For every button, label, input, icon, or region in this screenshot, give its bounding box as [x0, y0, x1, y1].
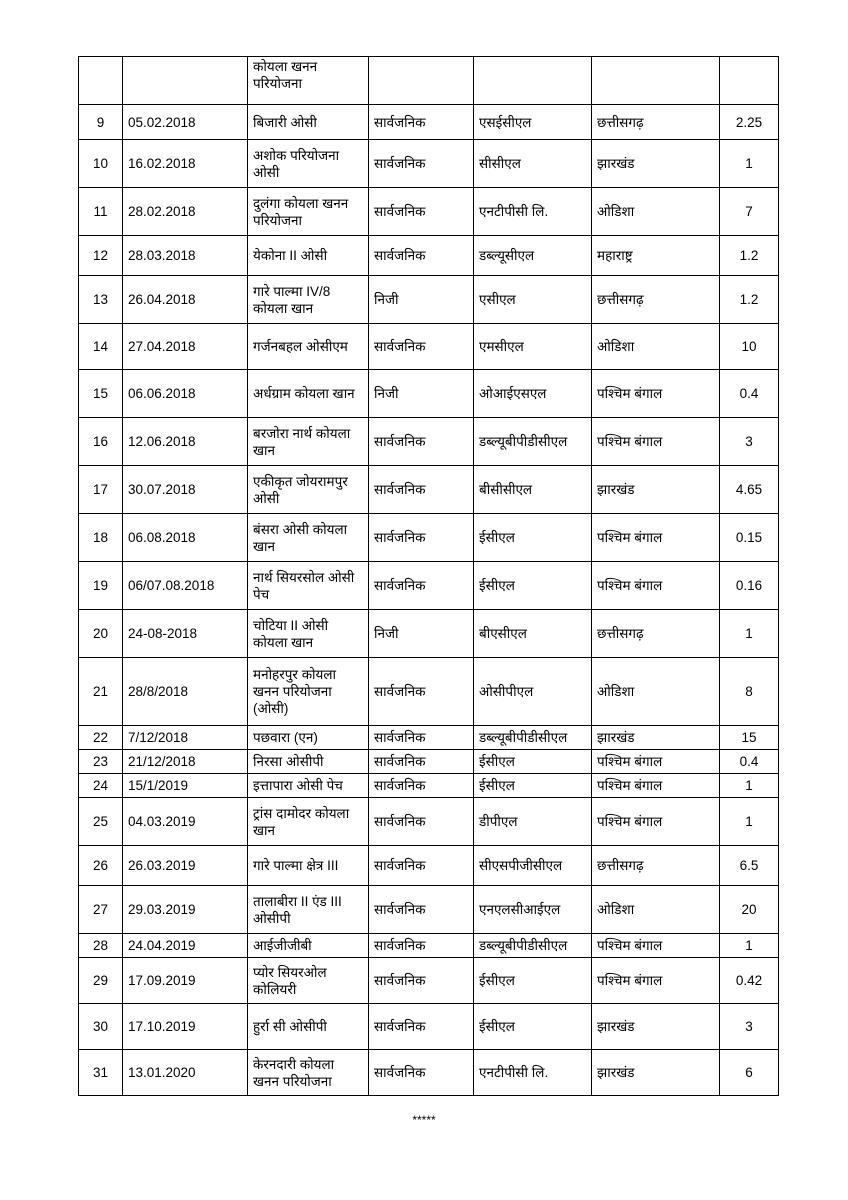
- capacity-cell: 1: [720, 140, 779, 188]
- table-row: [79, 610, 779, 658]
- company-cell: ईसीएल: [474, 774, 592, 798]
- state-cell: पश्चिम बंगाल: [592, 370, 720, 418]
- date-cell: 17.10.2019: [123, 1004, 248, 1050]
- project-name-cell: तालाबीरा II एंड III ओसीपी: [248, 886, 369, 934]
- project-name-cell: बंसरा ओसी कोयला खान: [248, 514, 369, 562]
- date-cell: 15/1/2019: [123, 774, 248, 798]
- company-cell: ईसीएल: [474, 562, 592, 610]
- table-row: [79, 798, 779, 846]
- state-cell: झारखंड: [592, 1050, 720, 1096]
- sector-cell: सार्वजनिक: [369, 324, 474, 370]
- serial-no-cell: 13: [79, 276, 123, 324]
- project-name-cell: एकीकृत जोयरामपुर ओसी: [248, 466, 369, 514]
- project-name-cell: पछवारा (एन): [248, 726, 369, 750]
- state-cell: छत्तीसगढ़: [592, 610, 720, 658]
- sector-cell: सार्वजनिक: [369, 105, 474, 140]
- table-row: [79, 886, 779, 934]
- date-cell: 12.06.2018: [123, 418, 248, 466]
- sector-cell: [369, 57, 474, 105]
- capacity-cell: 3: [720, 1004, 779, 1050]
- company-cell: एनटीपीसी लि.: [474, 188, 592, 236]
- date-cell: 28.03.2018: [123, 236, 248, 276]
- company-cell: [474, 57, 592, 105]
- project-name-cell: इत्तापारा ओसी पेच: [248, 774, 369, 798]
- company-cell: सीएसपीजीसीएल: [474, 846, 592, 886]
- date-cell: 16.02.2018: [123, 140, 248, 188]
- sector-cell: सार्वजनिक: [369, 726, 474, 750]
- serial-no-cell: 31: [79, 1050, 123, 1096]
- company-cell: एसईसीएल: [474, 105, 592, 140]
- sector-cell: निजी: [369, 276, 474, 324]
- company-cell: एमसीएल: [474, 324, 592, 370]
- table-row: [79, 57, 779, 105]
- project-name-cell: गारे पाल्मा IV/8 कोयला खान: [248, 276, 369, 324]
- serial-no-cell: 29: [79, 958, 123, 1004]
- project-name-cell: गारे पाल्मा क्षेत्र III: [248, 846, 369, 886]
- capacity-cell: 0.4: [720, 370, 779, 418]
- state-cell: ओडिशा: [592, 658, 720, 726]
- serial-no-cell: 15: [79, 370, 123, 418]
- date-cell: 26.04.2018: [123, 276, 248, 324]
- date-cell: 29.03.2019: [123, 886, 248, 934]
- sector-cell: सार्वजनिक: [369, 658, 474, 726]
- date-cell: 24.04.2019: [123, 934, 248, 958]
- date-cell: 27.04.2018: [123, 324, 248, 370]
- table-row: [79, 514, 779, 562]
- company-cell: ईसीएल: [474, 1004, 592, 1050]
- serial-no-cell: 20: [79, 610, 123, 658]
- sector-cell: सार्वजनिक: [369, 418, 474, 466]
- company-cell: बीसीसीएल: [474, 466, 592, 514]
- project-name-cell: चोटिया II ओसी कोयला खान: [248, 610, 369, 658]
- state-cell: पश्चिम बंगाल: [592, 750, 720, 774]
- date-cell: 7/12/2018: [123, 726, 248, 750]
- serial-no-cell: 9: [79, 105, 123, 140]
- state-cell: झारखंड: [592, 1004, 720, 1050]
- capacity-cell: 0.42: [720, 958, 779, 1004]
- company-cell: डब्ल्यूबीपीडीसीएल: [474, 726, 592, 750]
- capacity-cell: 10: [720, 324, 779, 370]
- state-cell: पश्चिम बंगाल: [592, 798, 720, 846]
- state-cell: पश्चिम बंगाल: [592, 418, 720, 466]
- table-row: [79, 188, 779, 236]
- table-row: [79, 370, 779, 418]
- capacity-cell: 8: [720, 658, 779, 726]
- company-cell: सीसीएल: [474, 140, 592, 188]
- state-cell: पश्चिम बंगाल: [592, 774, 720, 798]
- table-body: [79, 57, 779, 1096]
- company-cell: ईसीएल: [474, 958, 592, 1004]
- coal-mines-table: [78, 56, 779, 1096]
- serial-no-cell: 27: [79, 886, 123, 934]
- company-cell: ओआईएसएल: [474, 370, 592, 418]
- serial-no-cell: 12: [79, 236, 123, 276]
- state-cell: महाराष्ट्र: [592, 236, 720, 276]
- state-cell: ओडिशा: [592, 188, 720, 236]
- company-cell: बीएसीएल: [474, 610, 592, 658]
- table-row: [79, 562, 779, 610]
- table-row: [79, 658, 779, 726]
- sector-cell: सार्वजनिक: [369, 1004, 474, 1050]
- date-cell: 26.03.2019: [123, 846, 248, 886]
- company-cell: ईसीएल: [474, 750, 592, 774]
- sector-cell: सार्वजनिक: [369, 958, 474, 1004]
- capacity-cell: 1: [720, 774, 779, 798]
- serial-no-cell: 23: [79, 750, 123, 774]
- end-marker: *****: [412, 1113, 436, 1127]
- date-cell: 04.03.2019: [123, 798, 248, 846]
- company-cell: ईसीएल: [474, 514, 592, 562]
- date-cell: [123, 57, 248, 105]
- table-row: [79, 726, 779, 750]
- state-cell: ओडिशा: [592, 886, 720, 934]
- table-row: [79, 846, 779, 886]
- project-name-cell: बिजारी ओसी: [248, 105, 369, 140]
- serial-no-cell: [79, 57, 123, 105]
- table-row: [79, 418, 779, 466]
- state-cell: छत्तीसगढ़: [592, 846, 720, 886]
- capacity-cell: [720, 57, 779, 105]
- capacity-cell: 3: [720, 418, 779, 466]
- serial-no-cell: 14: [79, 324, 123, 370]
- table-row: [79, 750, 779, 774]
- capacity-cell: 4.65: [720, 466, 779, 514]
- serial-no-cell: 16: [79, 418, 123, 466]
- project-name-cell: दुलंगा कोयला खनन परियोजना: [248, 188, 369, 236]
- sector-cell: सार्वजनिक: [369, 562, 474, 610]
- state-cell: छत्तीसगढ़: [592, 105, 720, 140]
- sector-cell: सार्वजनिक: [369, 934, 474, 958]
- capacity-cell: 1: [720, 934, 779, 958]
- project-name-cell: मनोहरपुर कोयला खनन परियोजना (ओसी): [248, 658, 369, 726]
- capacity-cell: 1: [720, 610, 779, 658]
- sector-cell: निजी: [369, 370, 474, 418]
- capacity-cell: 20: [720, 886, 779, 934]
- company-cell: डब्ल्यूबीपीडीसीएल: [474, 934, 592, 958]
- serial-no-cell: 21: [79, 658, 123, 726]
- project-name-cell: नार्थ सियरसोल ओसी पेच: [248, 562, 369, 610]
- table-row: [79, 324, 779, 370]
- table-row: [79, 276, 779, 324]
- state-cell: झारखंड: [592, 466, 720, 514]
- state-cell: छत्तीसगढ़: [592, 276, 720, 324]
- serial-no-cell: 11: [79, 188, 123, 236]
- table-row: [79, 140, 779, 188]
- company-cell: एनटीपीसी लि.: [474, 1050, 592, 1096]
- project-name-cell: अर्धग्राम कोयला खान: [248, 370, 369, 418]
- date-cell: 13.01.2020: [123, 1050, 248, 1096]
- table-row: [79, 934, 779, 958]
- sector-cell: सार्वजनिक: [369, 886, 474, 934]
- date-cell: 21/12/2018: [123, 750, 248, 774]
- sector-cell: सार्वजनिक: [369, 188, 474, 236]
- sector-cell: सार्वजनिक: [369, 140, 474, 188]
- state-cell: [592, 57, 720, 105]
- company-cell: एसीएल: [474, 276, 592, 324]
- date-cell: 28/8/2018: [123, 658, 248, 726]
- serial-no-cell: 26: [79, 846, 123, 886]
- table-row: [79, 236, 779, 276]
- table-row: [79, 466, 779, 514]
- date-cell: 28.02.2018: [123, 188, 248, 236]
- state-cell: पश्चिम बंगाल: [592, 958, 720, 1004]
- capacity-cell: 0.4: [720, 750, 779, 774]
- project-name-cell: बरजोरा नार्थ कोयला खान: [248, 418, 369, 466]
- capacity-cell: 0.15: [720, 514, 779, 562]
- state-cell: झारखंड: [592, 140, 720, 188]
- sector-cell: सार्वजनिक: [369, 750, 474, 774]
- capacity-cell: 6: [720, 1050, 779, 1096]
- capacity-cell: 0.16: [720, 562, 779, 610]
- capacity-cell: 1.2: [720, 236, 779, 276]
- capacity-cell: 15: [720, 726, 779, 750]
- project-name-cell: निरसा ओसीपी: [248, 750, 369, 774]
- company-cell: डब्ल्यूसीएल: [474, 236, 592, 276]
- sector-cell: सार्वजनिक: [369, 1050, 474, 1096]
- project-name-cell: गर्जनबहल ओसीएम: [248, 324, 369, 370]
- project-name-cell: आईजीजीबी: [248, 934, 369, 958]
- date-cell: 05.02.2018: [123, 105, 248, 140]
- sector-cell: सार्वजनिक: [369, 798, 474, 846]
- capacity-cell: 6.5: [720, 846, 779, 886]
- serial-no-cell: 30: [79, 1004, 123, 1050]
- sector-cell: निजी: [369, 610, 474, 658]
- state-cell: ओडिशा: [592, 324, 720, 370]
- date-cell: 17.09.2019: [123, 958, 248, 1004]
- serial-no-cell: 18: [79, 514, 123, 562]
- serial-no-cell: 24: [79, 774, 123, 798]
- table-row: [79, 1050, 779, 1096]
- date-cell: 24-08-2018: [123, 610, 248, 658]
- date-cell: 06.08.2018: [123, 514, 248, 562]
- sector-cell: सार्वजनिक: [369, 466, 474, 514]
- table-row: [79, 774, 779, 798]
- project-name-cell: अशोक परियोजना ओसी: [248, 140, 369, 188]
- state-cell: पश्चिम बंगाल: [592, 934, 720, 958]
- state-cell: पश्चिम बंगाल: [592, 562, 720, 610]
- sector-cell: सार्वजनिक: [369, 774, 474, 798]
- company-cell: डीपीएल: [474, 798, 592, 846]
- sector-cell: सार्वजनिक: [369, 236, 474, 276]
- state-cell: झारखंड: [592, 726, 720, 750]
- table-row: [79, 1004, 779, 1050]
- project-name-cell: प्योर सियरओल कोलियरी: [248, 958, 369, 1004]
- company-cell: डब्ल्यूबीपीडीसीएल: [474, 418, 592, 466]
- serial-no-cell: 17: [79, 466, 123, 514]
- serial-no-cell: 28: [79, 934, 123, 958]
- table-row: [79, 958, 779, 1004]
- project-name-cell: केरनदारी कोयला खनन परियोजना: [248, 1050, 369, 1096]
- company-cell: ओसीपीएल: [474, 658, 592, 726]
- serial-no-cell: 22: [79, 726, 123, 750]
- table-row: [79, 105, 779, 140]
- serial-no-cell: 25: [79, 798, 123, 846]
- project-name-cell: कोयला खनन परियोजना: [248, 57, 369, 105]
- project-name-cell: ट्रांस दामोदर कोयला खान: [248, 798, 369, 846]
- capacity-cell: 1: [720, 798, 779, 846]
- capacity-cell: 1.2: [720, 276, 779, 324]
- project-name-cell: हुर्रा सी ओसीपी: [248, 1004, 369, 1050]
- date-cell: 30.07.2018: [123, 466, 248, 514]
- state-cell: पश्चिम बंगाल: [592, 514, 720, 562]
- sector-cell: सार्वजनिक: [369, 514, 474, 562]
- sector-cell: सार्वजनिक: [369, 846, 474, 886]
- date-cell: 06/07.08.2018: [123, 562, 248, 610]
- date-cell: 06.06.2018: [123, 370, 248, 418]
- project-name-cell: येकोना II ओसी: [248, 236, 369, 276]
- company-cell: एनएलसीआईएल: [474, 886, 592, 934]
- capacity-cell: 7: [720, 188, 779, 236]
- serial-no-cell: 10: [79, 140, 123, 188]
- serial-no-cell: 19: [79, 562, 123, 610]
- capacity-cell: 2.25: [720, 105, 779, 140]
